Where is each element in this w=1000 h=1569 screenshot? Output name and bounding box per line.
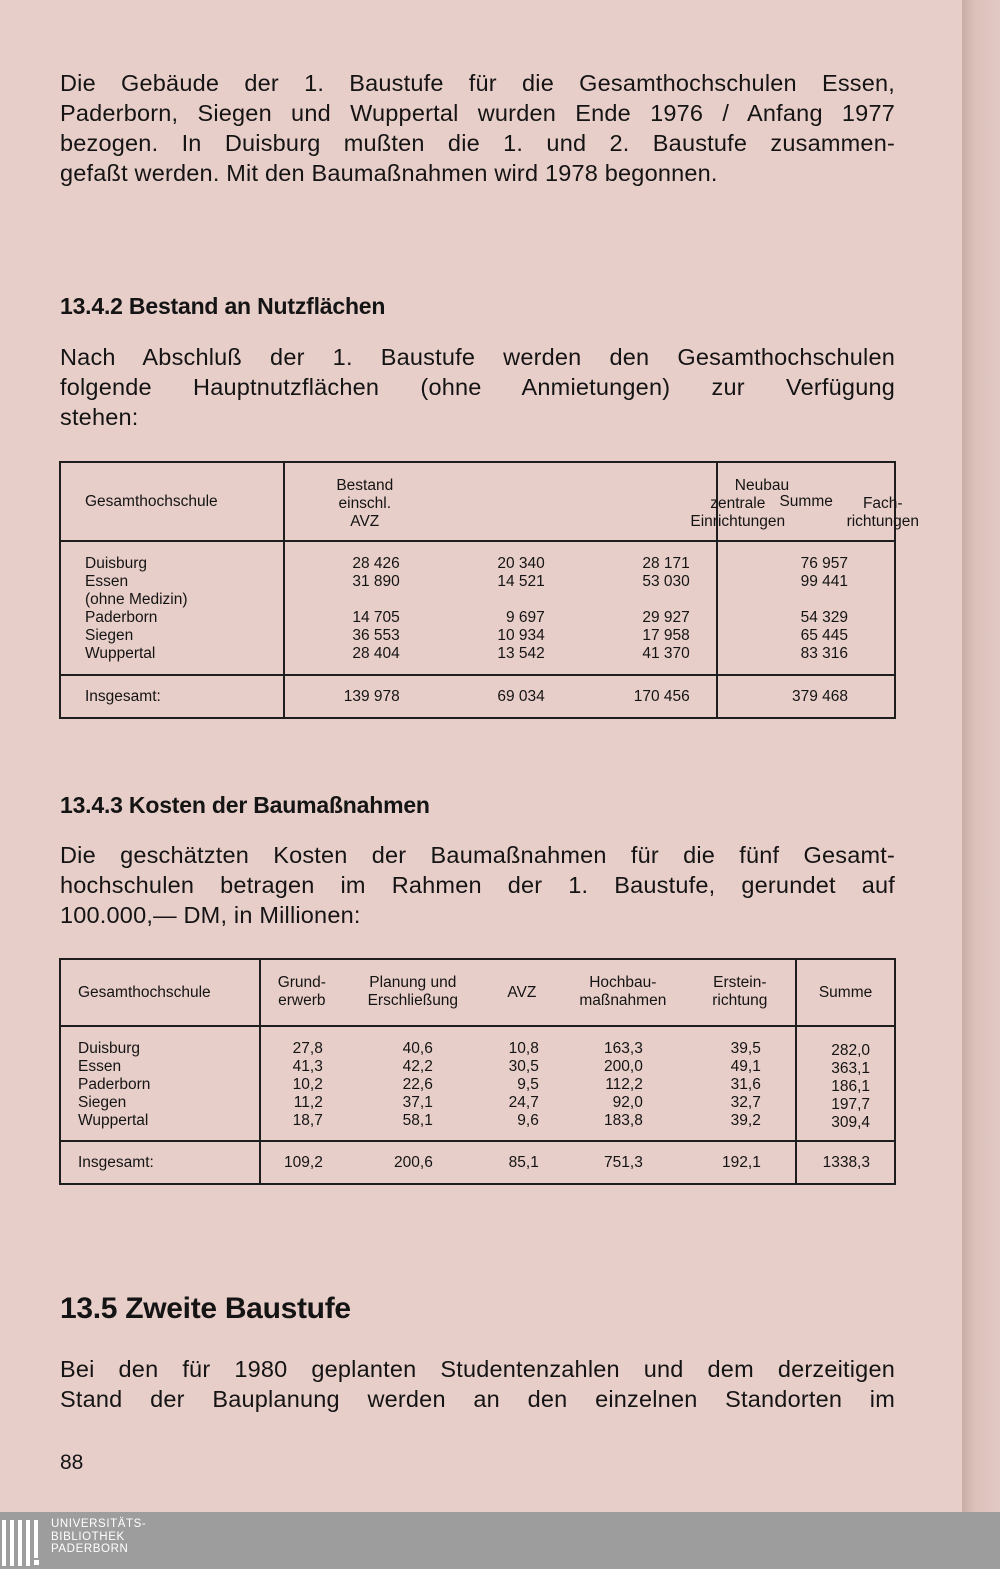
col-header-group (260, 959, 796, 1026)
total-summe: 1338,3 (796, 1141, 895, 1184)
col-header-zentrale: zentrale Einrichtungen (690, 495, 786, 530)
table-header-row (60, 462, 895, 541)
paragraph-13-4-2 (60, 342, 895, 432)
total-zentrale: 69 034 (497, 687, 545, 705)
book-gutter (962, 0, 1000, 1512)
erst-column: 39,5 49,1 31,6 32,7 39,2 (730, 1040, 761, 1129)
heading-13-4-3: 13.4.3 Kosten der Baumaßnahmen (60, 792, 430, 818)
intro-line: Paderborn, Siegen und Wuppertal wurden Ende 1976 / Anfang 1977 (60, 100, 895, 126)
col-header-grund: Grund- erwerb (277, 974, 326, 1009)
hochbau-column: 163,3 200,0 112,2 92,0 183,8 (604, 1040, 643, 1129)
planung-column: 40,6 42,2 22,6 37,1 58,1 (402, 1040, 433, 1129)
heading-13-5: 13.5 Zweite Baustufe (60, 1292, 351, 1325)
table-kosten (59, 958, 896, 1185)
total-bestand: 139 978 (343, 687, 400, 705)
school-name: Siegen (85, 627, 134, 644)
col-header-fach: Fach- richtungen (846, 495, 919, 530)
table-nutzflaechen (59, 461, 919, 719)
school-name: Duisburg (78, 1040, 141, 1057)
text-line: hochschulen betragen im Rahmen der 1. Baustufe, gerundet auf (60, 872, 895, 898)
body-school-cell (60, 1026, 260, 1141)
library-logo-icon (2, 1520, 46, 1566)
col-header-school: Gesamthochschule (60, 462, 284, 541)
table-total-row (60, 1141, 895, 1184)
school-name: Paderborn (85, 609, 158, 626)
avz-column: 10,8 30,5 9,5 24,7 9,6 (508, 1040, 539, 1129)
total-summe: 379 468 (717, 675, 895, 718)
total-hochbau: 751,3 (604, 1153, 643, 1171)
col-header-avz: AVZ (507, 984, 537, 1001)
table-header-row (60, 959, 895, 1026)
text-line: 100.000,— DM, in Millionen: (60, 902, 361, 928)
col-header-bestand: Bestand einschl. AVZ (336, 477, 394, 530)
table-body-row (60, 541, 895, 675)
school-name: Wuppertal (85, 645, 156, 662)
heading-13-4-2: 13.4.2 Bestand an Nutzflächen (60, 293, 386, 319)
text-line: Nach Abschluß der 1. Baustufe werden den Gesamthochschulen (60, 344, 895, 370)
col-header-summe: Summe (796, 959, 895, 1026)
total-fach: 170 456 (633, 687, 690, 705)
text-line: Die geschätzten Kosten der Baumaßnahmen für die fünf Gesamt- (60, 842, 895, 868)
grund-column: 27,8 41,3 10,2 11,2 18,7 (292, 1040, 323, 1129)
library-logo-text: UNIVERSITÄTS- BIBLIOTHEK PADERBORN (51, 1518, 147, 1555)
school-name: Essen (78, 1058, 122, 1075)
total-grund: 109,2 (284, 1153, 323, 1171)
intro-paragraph (60, 68, 895, 188)
total-label: Insgesamt: (60, 1141, 260, 1184)
intro-line: gefaßt werden. Mit den Baumaßnahmen wird 1978 begonnen. (60, 160, 718, 186)
zentrale-column: 20 340 14 521 9 697 10 934 13 542 (497, 555, 545, 662)
school-name: Paderborn (78, 1076, 151, 1093)
body-values-cell (284, 541, 718, 675)
total-erst: 192,1 (722, 1153, 761, 1171)
text-line: folgende Hauptnutzflächen (ohne Anmietungen) zur Verfügung (60, 374, 895, 400)
total-avz: 85,1 (508, 1153, 539, 1171)
fach-column: 28 171 53 030 29 927 17 958 41 370 (642, 555, 690, 662)
paragraph-13-5 (60, 1354, 895, 1414)
body-values-cell (260, 1026, 796, 1141)
school-name: Essen (85, 573, 129, 590)
col-header-planung: Planung und Erschließung (367, 974, 459, 1009)
body-summe-cell: 76 957 99 441 54 329 65 445 83 316 (717, 541, 895, 675)
intro-line: bezogen. In Duisburg mußten die 1. und 2. Baustufe zusammen- (60, 130, 895, 156)
total-values-cell (260, 1141, 796, 1184)
col-header-school: Gesamthochschule (60, 959, 260, 1026)
total-values-cell (284, 675, 718, 718)
total-label: Insgesamt: (60, 675, 284, 718)
school-name: Siegen (78, 1094, 127, 1111)
text-line: Bei den für 1980 geplanten Studentenzahlen und dem derzeitigen (60, 1356, 895, 1382)
table-total-row (60, 675, 895, 718)
text-line: stehen: (60, 404, 139, 430)
paragraph-13-4-3 (60, 840, 895, 930)
col-header-erst: Erstein- richtung (712, 974, 768, 1009)
intro-line: Die Gebäude der 1. Baustufe für die Gesamthochschulen Essen, (60, 70, 895, 96)
bestand-column: 28 426 31 890 14 705 36 553 28 404 (352, 555, 400, 662)
table-body-row (60, 1026, 895, 1141)
library-footer (0, 1512, 1000, 1569)
col-header-hochbau: Hochbau- maßnahmen (579, 974, 667, 1009)
school-name: Wuppertal (78, 1112, 149, 1129)
body-school-cell (60, 541, 284, 675)
text-line: Stand der Bauplanung werden an den einzelnen Standorten im (60, 1386, 895, 1412)
col-header-summe: Summe (717, 462, 895, 541)
body-summe-cell: 282,0 363,1 186,1 197,7 309,4 (796, 1026, 895, 1141)
school-name: Duisburg (85, 555, 148, 572)
col-header-neubau: Neubau (734, 477, 790, 494)
page-number: 88 (60, 1451, 84, 1474)
school-name: (ohne Medizin) (85, 591, 188, 608)
total-planung: 200,6 (394, 1153, 433, 1171)
